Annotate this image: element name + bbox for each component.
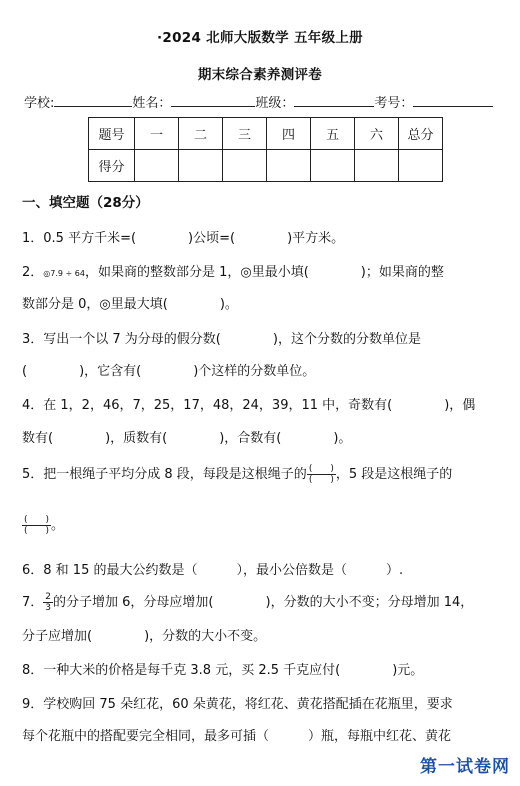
fraction-denominator: ( )	[308, 475, 334, 485]
exam-title: ·2024 北师大版数学 五年级上册	[156, 30, 363, 46]
name-label: 姓名：	[132, 96, 172, 111]
question-7-line-2: 分子应增加( )，分数的大小不变。	[22, 629, 267, 644]
question-2-text-a: ，如果商的整数部分是 1，◎里最小填( )；如果商的整	[84, 265, 444, 280]
exam-subtitle: 期末综合素养测评卷	[197, 67, 323, 83]
question-5-line-2	[22, 514, 508, 536]
question-5-fraction-blank	[307, 464, 336, 485]
question-2-line-1	[22, 261, 508, 280]
score-header-cell: 总分	[399, 118, 443, 150]
question-5-text-b: ，5 段是这根绳子的	[335, 467, 453, 482]
class-blank	[294, 92, 374, 107]
score-header-cell: 五	[311, 118, 355, 150]
fraction-denominator: ( )	[24, 526, 50, 536]
question-9-line-1: 9．学校购回 75 朵红花，60 朵黄花，将红花、黄花搭配插在花瓶里，要求	[22, 697, 453, 712]
question-3-line-2: ( )，它含有( )个这样的分数单位。	[22, 364, 316, 379]
fraction-denominator: 3	[45, 603, 52, 613]
score-cell[interactable]	[179, 150, 223, 182]
score-header-cell: 三	[223, 118, 267, 150]
score-cell[interactable]	[135, 150, 179, 182]
score-cell[interactable]	[223, 150, 267, 182]
school-blank	[54, 92, 132, 107]
question-2-number: 2．	[22, 265, 44, 280]
name-blank	[171, 92, 255, 107]
question-6: 6．8 和 15 的最大公约数是（ ），最小公倍数是（ ）.	[22, 563, 404, 578]
score-header-cell: 题号	[89, 118, 135, 150]
question-2-expression: ◎7.9 ÷ 64	[43, 269, 85, 278]
section-1-title: 一、填空题（28分）	[22, 195, 149, 211]
score-header-cell: 四	[267, 118, 311, 150]
question-9-line-2: 每个花瓶中的搭配要完全相同，最多可插（ ）瓶，每瓶中红花、黄花	[22, 729, 452, 744]
question-4-line-1: 4．在 1，2，46，7，25，17，48，24，39，11 中，奇数有( )，偶	[22, 398, 476, 413]
question-8: 8．一种大米的价格是每千克 3.8 元，买 2.5 千克应付( )元。	[22, 663, 424, 678]
score-header-cell: 六	[355, 118, 399, 150]
question-7-fraction	[43, 592, 53, 613]
exam-no-blank	[413, 92, 493, 107]
score-cell[interactable]	[399, 150, 443, 182]
score-table-header-row	[89, 118, 443, 150]
score-header-cell: 一	[135, 118, 179, 150]
fraction-numerator: ( )	[308, 464, 334, 474]
question-1: 1．0.5 平方千米=( )公顷=( )平方米。	[22, 231, 345, 246]
question-7-number: 7．	[22, 595, 44, 610]
site-watermark: 第一试卷网	[420, 757, 510, 777]
student-info-line	[24, 92, 508, 111]
question-5-fraction-blank-2	[22, 515, 51, 536]
score-cell[interactable]	[267, 150, 311, 182]
question-5-line-1	[22, 463, 508, 485]
question-3-line-1: 3．写出一个以 7 为分母的假分数( )，这个分数的分数单位是	[22, 332, 421, 347]
school-label: 学校:	[24, 96, 55, 111]
exam-no-label: 考号：	[374, 96, 414, 111]
question-5-end: 。	[51, 518, 65, 533]
class-label: 班级：	[255, 96, 295, 111]
score-header-cell: 二	[179, 118, 223, 150]
score-row-label: 得分	[89, 150, 135, 182]
question-7-text-a: 的分子增加 6，分母应增加( )，分数的大小不变；分母增加 14，	[53, 595, 474, 610]
score-table	[88, 117, 443, 182]
fraction-numerator: 2	[45, 592, 52, 602]
question-5-text-a: 5．把一根绳子平均分成 8 段，每段是这根绳子的	[22, 467, 307, 482]
score-table-score-row	[89, 150, 443, 182]
score-cell[interactable]	[355, 150, 399, 182]
question-7-line-1	[22, 591, 508, 613]
fraction-numerator: ( )	[24, 515, 50, 525]
score-cell[interactable]	[311, 150, 355, 182]
question-4-line-2: 数有( )，质数有( )，合数有( )。	[22, 431, 352, 446]
question-2-line-2: 数部分是 0，◎里最大填( )。	[22, 297, 238, 312]
